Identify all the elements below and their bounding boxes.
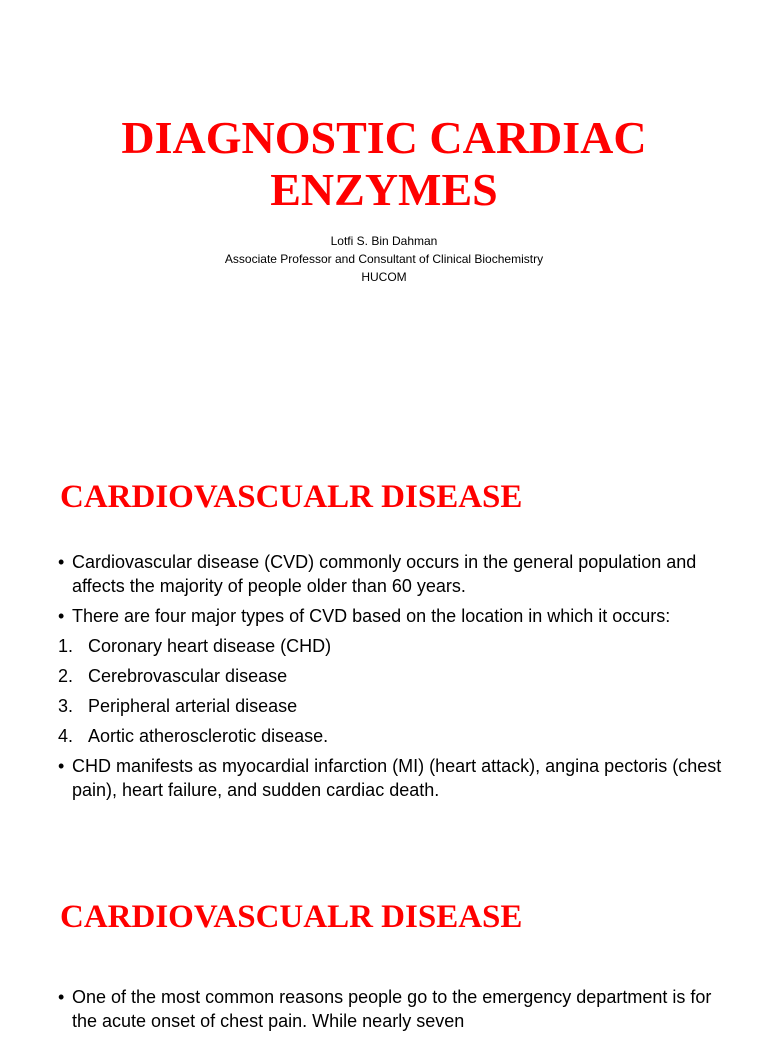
- slide-cvd-continued: [0, 840, 768, 1031]
- title-line-1: DIAGNOSTIC CARDIAC: [121, 112, 647, 163]
- list-item: [58, 694, 738, 718]
- slide-cvd-overview: [0, 420, 768, 840]
- author-name: Lotfi S. Bin Dahman: [330, 234, 438, 248]
- bullet-marker: •: [58, 552, 65, 572]
- list-item-text: Aortic atherosclerotic disease.: [88, 726, 329, 746]
- number-marker: 4.: [58, 726, 74, 746]
- list-item: [58, 664, 738, 688]
- bullet-marker: •: [58, 606, 65, 626]
- presenter-info: [0, 232, 768, 286]
- list-item: [58, 754, 738, 802]
- list-item-text: One of the most common reasons people go to the emergency department is for the acute onset of chest pain. While nearly seven: [72, 987, 712, 1031]
- institution: HUCOM: [361, 270, 407, 284]
- list-item-text: Coronary heart disease (CHD): [88, 636, 332, 656]
- slide-heading: CARDIOVASCUALR DISEASE: [60, 899, 523, 935]
- list-item: [58, 634, 738, 658]
- author-position: Associate Professor and Consultant of Clinical Biochemistry: [224, 252, 544, 266]
- bullet-marker: •: [58, 756, 65, 776]
- list-item: [58, 724, 738, 748]
- number-marker: 3.: [58, 696, 74, 716]
- bullet-list: [58, 550, 738, 808]
- slide-heading: CARDIOVASCUALR DISEASE: [60, 479, 523, 515]
- presentation-title: [0, 112, 768, 216]
- list-item: [58, 604, 738, 628]
- slide-title-page: [0, 0, 768, 420]
- bullet-list: [58, 985, 738, 1039]
- list-item-text: There are four major types of CVD based on the location in which it occurs:: [72, 606, 671, 626]
- number-marker: 2.: [58, 666, 74, 686]
- number-marker: 1.: [58, 636, 74, 656]
- list-item-text: Peripheral arterial disease: [88, 696, 298, 716]
- list-item-text: CHD manifests as myocardial infarction (MI) (heart attack), angina pectoris (chest pain), heart failure, and sudden cardiac death.: [72, 756, 722, 800]
- list-item: [58, 985, 738, 1033]
- list-item-text: Cardiovascular disease (CVD) commonly occurs in the general population and affects the majority of people older than 60 years.: [72, 552, 697, 596]
- title-line-2: ENZYMES: [270, 164, 498, 215]
- list-item: [58, 550, 738, 598]
- list-item-text: Cerebrovascular disease: [88, 666, 288, 686]
- bullet-marker: •: [58, 987, 65, 1007]
